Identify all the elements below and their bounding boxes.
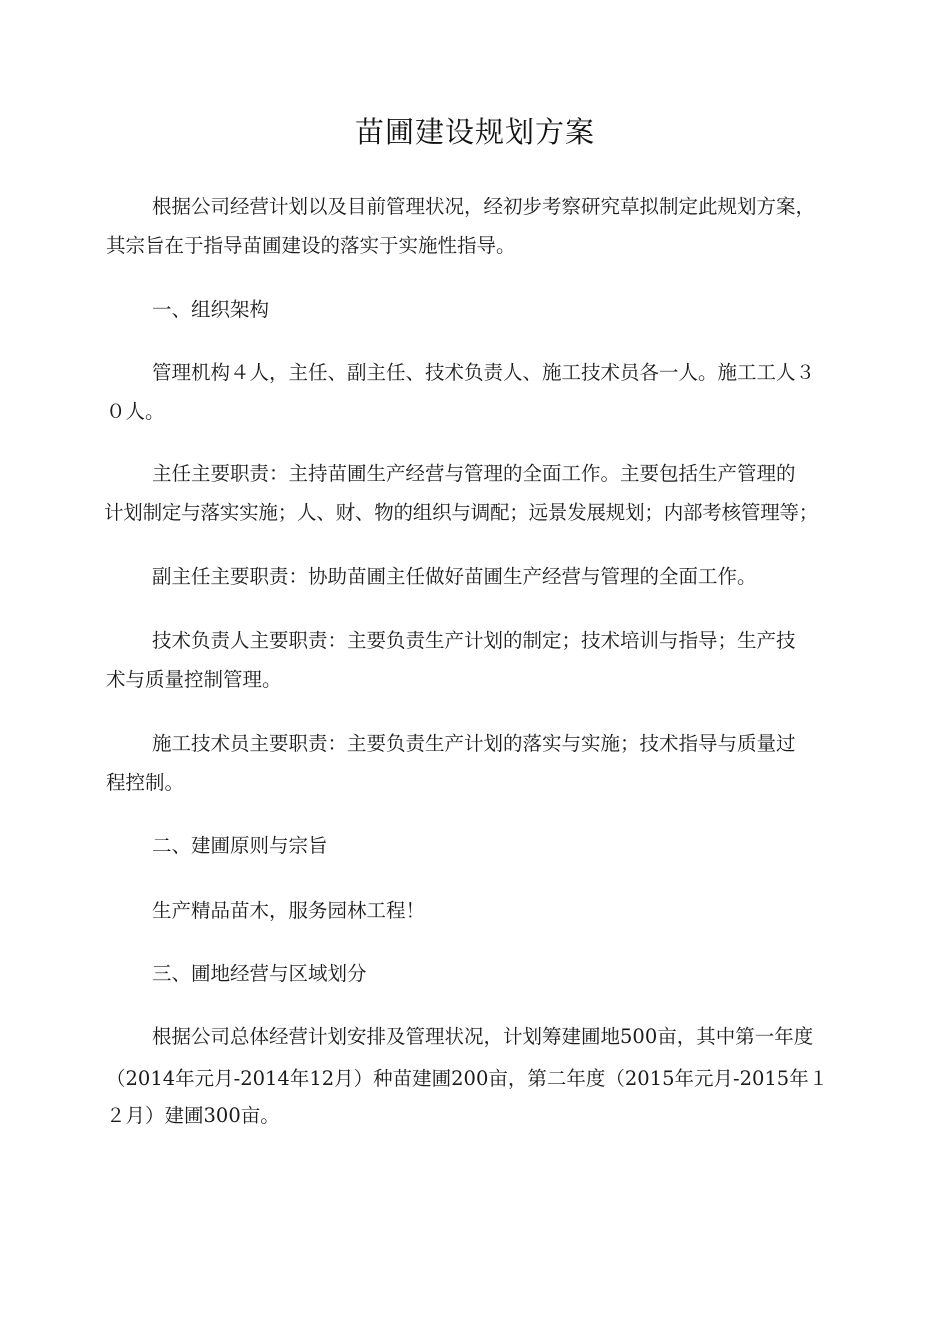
director-duties-line-1: 主任主要职责：主持苗圃生产经营与管理的全面工作。主要包括生产管理的 [152, 462, 796, 485]
tech-lead-duties-line-2: 术与质量控制管理。 [106, 668, 282, 691]
staffing-paragraph-line-1: 管理机构４人，主任、副主任、技术负责人、施工技术员各一人。施工工人３ [152, 361, 816, 384]
section-2-motto: 生产精品苗木，服务园林工程！ [152, 899, 426, 922]
technician-duties-line-2: 程控制。 [106, 771, 185, 794]
director-duties-line-2: 计划制定与落实实施；人、财、物的组织与调配；远景发展规划；内部考核管理等； [104, 501, 819, 524]
plan-paragraph-line-1: 根据公司总体经营计划安排及管理状况，计划筹建圃地500亩，其中第一年度 [152, 1025, 814, 1048]
intro-paragraph-line-2: 其宗旨在于指导苗圃建设的落实于实施性指导。 [106, 234, 516, 257]
tech-lead-duties-line-1: 技术负责人主要职责：主要负责生产计划的制定；技术培训与指导；生产技 [152, 629, 796, 652]
technician-duties-line-1: 施工技术员主要职责：主要负责生产计划的落实与实施；技术指导与质量过 [152, 732, 796, 755]
section-1-heading: 一、组织架构 [152, 298, 270, 321]
document-title: 苗圃建设规划方案 [354, 115, 595, 149]
plan-paragraph-line-3: ２月）建圃300亩。 [106, 1104, 280, 1127]
plan-paragraph-line-2: （2014年元月-2014年12月）种苗建圃200亩，第二年度（2015年元月-2015年１ [106, 1067, 829, 1090]
section-3-heading: 三、圃地经营与区域划分 [152, 962, 367, 985]
staffing-paragraph-line-2: ０人。 [106, 400, 165, 423]
deputy-duties-line-1: 副主任主要职责：协助苗圃主任做好苗圃生产经营与管理的全面工作。 [152, 565, 757, 588]
intro-paragraph-line-1: 根据公司经营计划以及目前管理状况，经初步考察研究草拟制定此规划方案， [152, 195, 816, 218]
section-2-heading: 二、建圃原则与宗旨 [152, 834, 328, 857]
